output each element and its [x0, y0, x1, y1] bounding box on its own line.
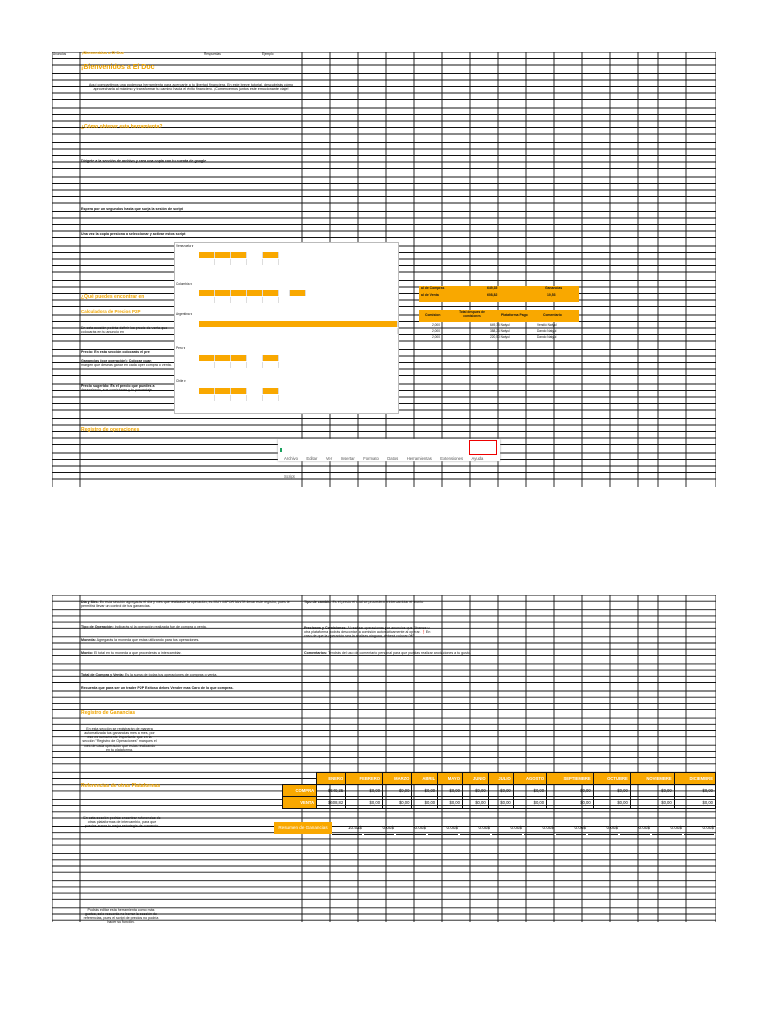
- month-header: NOVIEMBRE: [630, 773, 674, 785]
- menu-ayuda[interactable]: Ayuda: [471, 456, 484, 461]
- sheet-page-2: [52, 595, 716, 925]
- step-2: Espera por un segundos hasta que surja la sesión de script: [81, 207, 183, 211]
- compra-value: $0,00: [513, 785, 546, 797]
- ops-header-row: [419, 310, 579, 322]
- refs-text: En esta sección podrás encontrar referencias de otras plataformas de intercambio, para que puedas armar tu mejor estrategia de comercio.: [83, 816, 161, 829]
- top-title: ¡Bienvenidos a El Doc: [82, 50, 125, 55]
- welcome-title: ¡Bienvenidos a El Doc: [81, 64, 155, 71]
- footer-text: Podrás editar esta herramienta como más gustes, solo recuerda no borrar la sección de referencias, pues el script de precios no podría hacer su función.: [83, 908, 159, 925]
- compra-value: $0,00: [547, 785, 594, 797]
- sheet-page-1: [52, 52, 716, 487]
- month-header: FEBRERO: [346, 773, 383, 785]
- menu-datos[interactable]: Datos: [387, 456, 399, 461]
- menu-archivo[interactable]: Archivo: [284, 456, 298, 461]
- desc-tipo-operacion: Tipo de Operación: Indicarás si la operación realizada fue de compra o venta.: [81, 625, 207, 629]
- compra-value: $0,00: [438, 785, 463, 797]
- ops-row-3-total: 220,50 Natyul: [490, 335, 510, 339]
- resumen-value: 0.00$: [428, 822, 458, 835]
- month-header: JUNIO: [462, 773, 488, 785]
- section-peru: Peru ▾: [176, 346, 186, 350]
- top-header-b: Respuestas: [204, 52, 221, 56]
- ops-row-3-comision: 2,000: [432, 335, 440, 339]
- venta-value: $0,00: [346, 797, 383, 809]
- menu-insertar[interactable]: Insertar: [340, 456, 355, 461]
- step-1: Dirígete a la sección de archivo y crea una copia con tu cuenta de google: [81, 159, 207, 163]
- resumen-row: [274, 822, 716, 834]
- desc-comisiones: Precioses y Comisiones: Al realizar operaciones por anuncios que Binance u otra plataforma podrás descontar la comisión automáticamente al operar. ❗En caso de que la operación sea la realizas ninguna, deberá colocar 0€0.: [304, 626, 431, 639]
- desc-tipo-cambio: Tipo de cambio: Es el precio el cual se procedera a intercambiar el monto: [304, 600, 424, 604]
- desc-total: Total de Compra y Venta: Es la suma de todas tus operaciones de compras o venta.: [81, 673, 218, 677]
- gains-text: En esta sección se registrarán de manera automatizada tus ganancias mes a mes, por eso es sumamente importante que en la sección "Registro de Operaciones" marques el mes de cada operación que estas realizando en tu plataforma.: [82, 727, 157, 752]
- price-text: Precio: En esta sección colocarás el pre: [81, 350, 150, 354]
- venta-label: VENTA: [283, 797, 317, 809]
- compra-label: COMPRA: [283, 785, 317, 797]
- venta-value: $0,00: [412, 797, 438, 809]
- sheet-gridlines: [52, 595, 716, 922]
- compra-value: $0,00: [412, 785, 438, 797]
- summary-ventas-label: al de Venta: [421, 293, 439, 297]
- resumen-value: 0.00$: [396, 822, 426, 835]
- ops-header-total: Total despues de comisiones: [459, 310, 485, 318]
- summary-compras-value: 649,35: [487, 286, 498, 290]
- resumen-value: 0.00$: [524, 822, 554, 835]
- menu-formato[interactable]: Formato: [363, 456, 379, 461]
- venta-value: $0,00: [383, 797, 412, 809]
- desc-monto: Monto: El total en tu moneda a que procederás a intercambiar.: [81, 651, 182, 655]
- top-header-c: Ejemplo: [262, 52, 274, 56]
- profit-text: margen que deseas ganar en cada oper compra o venta.: [81, 363, 172, 367]
- gains-title: Registro de Ganancias: [81, 710, 136, 716]
- venta-value: $0,00: [462, 797, 488, 809]
- resumen-value: 10.53$: [332, 822, 362, 835]
- ops-row-1-comentario: Vendió Natyul: [537, 323, 557, 327]
- menu-editar[interactable]: Editar: [306, 456, 318, 461]
- resumen-value: 0.00$: [652, 822, 682, 835]
- compra-value: $0,00: [383, 785, 412, 797]
- menu-ver[interactable]: Ver: [325, 456, 333, 461]
- profit-bold: Ganancias (por operación): Colocar cuan: [81, 359, 152, 363]
- resumen-value: 0.00$: [364, 822, 394, 835]
- refs-title: Referencias de otras Plataformas: [81, 783, 161, 789]
- compra-value: $0,00: [630, 785, 674, 797]
- step-3: Una vez la copia presiona a seleccionar y activar estos script: [81, 232, 186, 236]
- ops-row-1-comision: 2,000: [432, 323, 440, 327]
- resumen-value: 0.00$: [492, 822, 522, 835]
- resumen-value: 0.00$: [588, 822, 618, 835]
- section-colombia: Colombia ▾: [176, 282, 192, 286]
- month-header: SEPTIEMBRE: [547, 773, 594, 785]
- month-header: MAYO: [438, 773, 463, 785]
- menu-script[interactable]: Script: [284, 474, 295, 479]
- venta-value: $608,82: [317, 797, 346, 809]
- price-calculator-screenshot: [174, 242, 399, 414]
- compra-value: $0,00: [593, 785, 630, 797]
- calc-title: Calculadora de Precios P2P: [81, 309, 141, 314]
- summary-ganancias-label: Ganancias: [545, 286, 563, 290]
- ops-row-3-comentario: Dando Natyul: [537, 335, 557, 339]
- desc-moneda: Moneda: Agregarás la moneda que estas utilizando para tus operaciones.: [81, 638, 200, 642]
- intro-text: Aquí compartimos una poderosa herramienta para acercarte a tu libertad financiera. En este breve tutorial, descubrirás cómo aprovecharla al máximo y transformar tu camino hacia el éxito financiero. ¡Comencemos juntos este emocionante viaje!: [88, 83, 294, 92]
- menu-herramientas[interactable]: Herramientas: [406, 456, 432, 461]
- venta-value: $0,00: [674, 797, 715, 809]
- ops-title: Registro de operaciones: [81, 427, 140, 433]
- summary-ventas-value: 608,82: [487, 293, 498, 297]
- resumen-label: Resumen de Ganancias: [274, 822, 332, 834]
- script-highlight-box: [469, 440, 497, 455]
- month-header: MARZO: [383, 773, 412, 785]
- month-header: AGOSTO: [513, 773, 546, 785]
- resumen-value: 0.00$: [460, 822, 490, 835]
- venta-value: $0,00: [630, 797, 674, 809]
- summary-ganancias-value: 10,53: [547, 293, 556, 297]
- venta-value: $0,00: [547, 797, 594, 809]
- venta-value: $0,00: [513, 797, 546, 809]
- monthly-summary-table: [282, 772, 716, 809]
- section-venezuela: Venezuela ▾: [176, 244, 194, 248]
- compra-value: $0,00: [462, 785, 488, 797]
- venta-row: [283, 797, 716, 809]
- compra-value: $0,00: [674, 785, 715, 797]
- ops-header-plataforma: Plataforma Pago: [501, 313, 528, 317]
- resumen-value: 0.00$: [620, 822, 650, 835]
- resumen-value: 0.00$: [556, 822, 586, 835]
- summary-block: [419, 286, 579, 302]
- desc-comentarios: Comentarios: Tendrás del uso de comentario personal para que puedas realizar anotaciones a tu gusto.: [304, 651, 471, 655]
- venta-value: $0,00: [438, 797, 463, 809]
- sheets-menubar-screenshot: [278, 439, 500, 479]
- section-chile: Chile ▾: [176, 379, 186, 383]
- compra-value: $649,35: [317, 785, 346, 797]
- compra-row: [283, 785, 716, 797]
- ops-header-comentario: Comentario: [543, 313, 562, 317]
- cell-a1: Anuncios: [53, 52, 67, 56]
- resumen-value: 0.00$: [684, 822, 714, 835]
- month-header: JULIO: [488, 773, 513, 785]
- month-header: DICIEMBRE: [674, 773, 715, 785]
- menu-extensiones[interactable]: Extensiones: [440, 456, 464, 461]
- sheets-logo-icon: [280, 448, 282, 452]
- how-to-title: ¿Cómo obtener esta herramienta?: [81, 124, 163, 130]
- calc-text: En esta sección podrás definir los precio de venta que colocarás en tu anuncio en: [81, 326, 168, 335]
- ops-row-2-comentario: Dando Natyul: [537, 329, 557, 333]
- what-title: ¿Qué puedes encontrar en: [81, 294, 145, 300]
- compra-value: $0,00: [488, 785, 513, 797]
- month-header: ENERO: [317, 773, 346, 785]
- month-header: ABRIL: [412, 773, 438, 785]
- desc-dia-mes: Día y Mes: En esta sección agregarás el día y mes que realizaste la operación, es MUY IMPORTANTE llevar este registro, pues te permitirá llevar un control de tus ganancias.: [81, 600, 290, 609]
- summary-compras-label: al de Compras: [421, 286, 445, 290]
- venta-value: $0,00: [488, 797, 513, 809]
- month-header: OCTUBRE: [593, 773, 630, 785]
- month-header-row: [283, 773, 716, 785]
- suggest-bold: Precio sugerido: Es el precio que puedes a: [81, 384, 155, 388]
- section-argentina: Argentina ▾: [176, 312, 193, 316]
- desc-recuerda: Recuerda que para ser un trader P2P Exitoso debes Vender mas Caro de lo que compras.: [81, 686, 234, 690]
- compra-value: $0,00: [346, 785, 383, 797]
- ops-row-2-total: 388,26 Natyul: [490, 329, 510, 333]
- ops-row-2-comision: 2,000: [432, 329, 440, 333]
- venta-value: $0,00: [593, 797, 630, 809]
- ops-header-comision: Comision: [425, 313, 441, 317]
- ops-row-1-total: 649,35 Natyul: [490, 323, 510, 327]
- suggest-text: desearlando, sus comisiones y tu porcentaje: [81, 388, 152, 392]
